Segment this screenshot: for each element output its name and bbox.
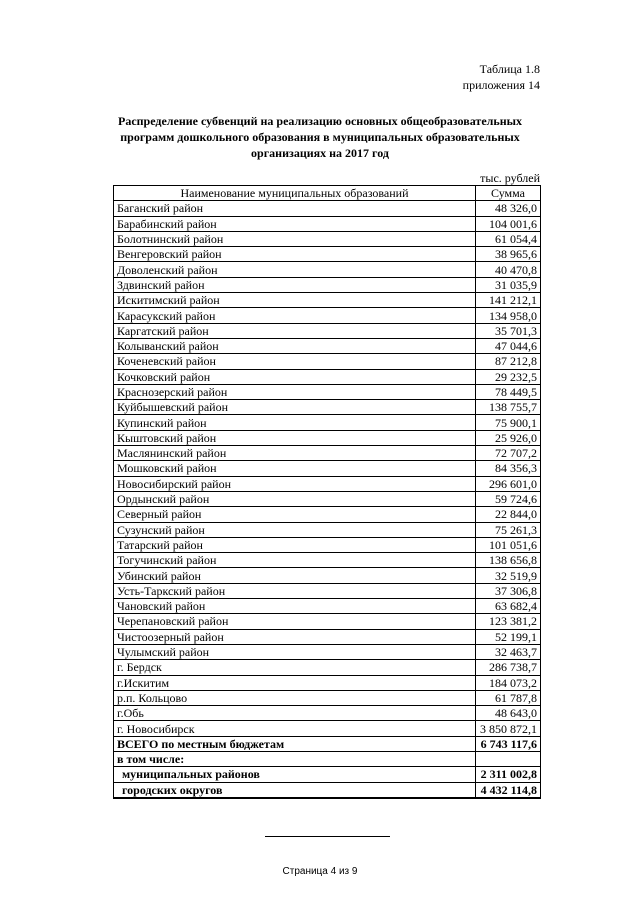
table-row	[114, 293, 541, 308]
municipality-name: Сузунский район	[114, 522, 476, 537]
table-row	[114, 247, 541, 262]
urban-label: городских округов	[114, 782, 476, 798]
municipality-name: Новосибирский район	[114, 476, 476, 491]
table-row	[114, 629, 541, 644]
subsidy-amount: 141 212,1	[476, 293, 541, 308]
municipality-name: Маслянинский район	[114, 446, 476, 461]
table-row	[114, 522, 541, 537]
municipality-name: Карасукский район	[114, 308, 476, 323]
subsidy-amount: 22 844,0	[476, 507, 541, 522]
including-value-empty	[476, 751, 541, 766]
table-row	[114, 430, 541, 445]
municipality-name: Татарский район	[114, 537, 476, 552]
subsidy-amount: 25 926,0	[476, 430, 541, 445]
table-number: Таблица 1.8	[479, 62, 540, 76]
column-header-name: Наименование муниципальных образований	[114, 186, 476, 201]
subsidy-amount: 37 306,8	[476, 583, 541, 598]
separator-line	[265, 836, 390, 837]
municipality-name: Искитимский район	[114, 293, 476, 308]
table-row	[114, 491, 541, 506]
municipality-name: Тогучинский район	[114, 553, 476, 568]
municipal-value: 2 311 002,8	[476, 767, 541, 782]
unit-label: тыс. рублей	[480, 171, 540, 185]
table-row	[114, 354, 541, 369]
table-row	[114, 338, 541, 353]
municipality-name: Каргатский район	[114, 323, 476, 338]
table-row	[114, 277, 541, 292]
urban-row	[114, 782, 541, 798]
subsidy-amount: 296 601,0	[476, 476, 541, 491]
subsidy-amount: 78 449,5	[476, 384, 541, 399]
subsidy-amount: 184 073,2	[476, 675, 541, 690]
table-row	[114, 568, 541, 583]
municipality-name: р.п. Кольцово	[114, 690, 476, 705]
subsidy-amount: 63 682,4	[476, 599, 541, 614]
table-row	[114, 369, 541, 384]
municipality-name: Чановский район	[114, 599, 476, 614]
subsidy-amount: 104 001,6	[476, 216, 541, 231]
municipality-name: Болотнинский район	[114, 231, 476, 246]
municipality-name: Куйбышевский район	[114, 400, 476, 415]
subsidy-amount: 61 787,8	[476, 690, 541, 705]
subsidy-amount: 61 054,4	[476, 231, 541, 246]
table-row	[114, 614, 541, 629]
including-row	[114, 751, 541, 766]
table-row	[114, 216, 541, 231]
table-row	[114, 553, 541, 568]
subsidy-amount: 138 656,8	[476, 553, 541, 568]
subsidy-amount: 29 232,5	[476, 369, 541, 384]
subsidy-amount: 72 707,2	[476, 446, 541, 461]
table-row	[114, 537, 541, 552]
table-row	[114, 446, 541, 461]
municipality-name: Здвинский район	[114, 277, 476, 292]
municipality-name: г. Новосибирск	[114, 721, 476, 736]
table-row	[114, 262, 541, 277]
subsidy-amount: 123 381,2	[476, 614, 541, 629]
municipality-name: Ордынский район	[114, 491, 476, 506]
municipality-name: г.Искитим	[114, 675, 476, 690]
table-row	[114, 644, 541, 659]
table-row	[114, 675, 541, 690]
municipality-name: Краснозерский район	[114, 384, 476, 399]
subsidy-amount: 75 900,1	[476, 415, 541, 430]
table-row	[114, 461, 541, 476]
municipality-name: Убинский район	[114, 568, 476, 583]
subsidy-amount: 47 044,6	[476, 338, 541, 353]
table-body	[114, 201, 541, 736]
table-row	[114, 690, 541, 705]
table-row	[114, 400, 541, 415]
municipality-name: Колыванский район	[114, 338, 476, 353]
table-header-row	[114, 186, 541, 201]
table-row	[114, 323, 541, 338]
municipality-name: Доволенский район	[114, 262, 476, 277]
urban-value: 4 432 114,8	[476, 782, 541, 798]
subsidy-amount: 48 643,0	[476, 706, 541, 721]
table-row	[114, 599, 541, 614]
table-row	[114, 660, 541, 675]
page-number: Страница 4 из 9	[282, 866, 358, 877]
subsidy-amount: 87 212,8	[476, 354, 541, 369]
total-label: ВСЕГО по местным бюджетам	[114, 736, 476, 751]
municipality-name: Чистоозерный район	[114, 629, 476, 644]
subsidy-table	[113, 185, 541, 799]
subsidy-amount: 286 738,7	[476, 660, 541, 675]
document-title: Распределение субвенций на реализацию основных общеобразовательных программ дошкольного образования в муниципальных образовательных организациях на 2017 год	[117, 114, 523, 160]
subsidy-amount: 3 850 872,1	[476, 721, 541, 736]
subsidy-amount: 40 470,8	[476, 262, 541, 277]
municipality-name: Северный район	[114, 507, 476, 522]
municipality-name: Баганский район	[114, 201, 476, 216]
subsidy-amount: 75 261,3	[476, 522, 541, 537]
table-row	[114, 308, 541, 323]
municipality-name: Барабинский район	[114, 216, 476, 231]
municipality-name: Кыштовский район	[114, 430, 476, 445]
total-row	[114, 736, 541, 751]
column-header-sum: Сумма	[476, 186, 541, 201]
subsidy-amount: 32 463,7	[476, 644, 541, 659]
municipality-name: Усть-Таркский район	[114, 583, 476, 598]
municipality-name: г. Бердск	[114, 660, 476, 675]
appendix-number: приложения 14	[462, 78, 540, 92]
table-row	[114, 476, 541, 491]
subsidy-amount: 101 051,6	[476, 537, 541, 552]
table-row	[114, 231, 541, 246]
municipality-name: Мошковский район	[114, 461, 476, 476]
subsidy-amount: 52 199,1	[476, 629, 541, 644]
subsidy-amount: 134 958,0	[476, 308, 541, 323]
subsidy-amount: 59 724,6	[476, 491, 541, 506]
table-row	[114, 507, 541, 522]
municipality-name: г.Обь	[114, 706, 476, 721]
table-row	[114, 706, 541, 721]
subsidy-amount: 35 701,3	[476, 323, 541, 338]
subsidy-amount: 84 356,3	[476, 461, 541, 476]
municipality-name: Венгеровский район	[114, 247, 476, 262]
municipality-name: Купинский район	[114, 415, 476, 430]
subsidy-amount: 48 326,0	[476, 201, 541, 216]
table-row	[114, 583, 541, 598]
municipal-row	[114, 767, 541, 782]
table-row	[114, 415, 541, 430]
table-summary	[114, 736, 541, 798]
subsidy-amount: 138 755,7	[476, 400, 541, 415]
including-label: в том числе:	[114, 751, 476, 766]
municipal-label: муниципальных районов	[114, 767, 476, 782]
table-row	[114, 201, 541, 216]
total-value: 6 743 117,6	[476, 736, 541, 751]
subsidy-amount: 32 519,9	[476, 568, 541, 583]
subsidy-amount: 38 965,6	[476, 247, 541, 262]
municipality-name: Кочковский район	[114, 369, 476, 384]
subsidy-amount: 31 035,9	[476, 277, 541, 292]
municipality-name: Чулымский район	[114, 644, 476, 659]
table-row	[114, 721, 541, 736]
municipality-name: Коченевский район	[114, 354, 476, 369]
table-row	[114, 384, 541, 399]
municipality-name: Черепановский район	[114, 614, 476, 629]
